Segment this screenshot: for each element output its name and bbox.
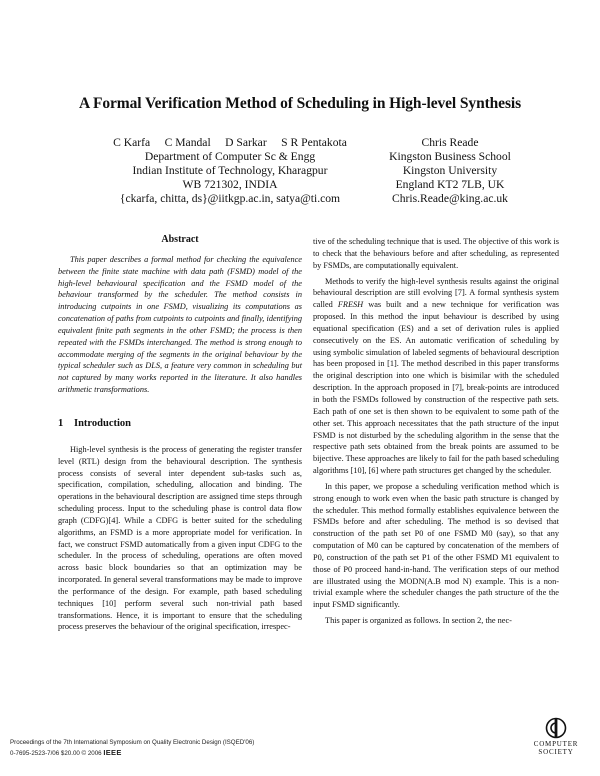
right-paragraph-methods xyxy=(313,276,559,477)
section-title: Introduction xyxy=(74,417,131,429)
author-names-left: C Karfa C Mandal D Sarkar S R Pentakota xyxy=(113,136,347,149)
abstract-text: This paper describes a formal method for checking the equivalence between the finite state machine with data path (FSMD) model of the high-level behavioural specification and the FSMD model of the behaviour transformed by the scheduler. The method consists in introducing cutpoints in one FSMD, visualizing its computations as concatenation of paths from cutpoints to cutpoints and finally, identifying equivalent finite path segments in the other FSMD; the process is then repeated with the FSMDs interchanged. The method is strong enough to accommodate merging of the segments in the original behaviour by the typical scheduler such as DLS, a feature very common in scheduling but not captured by many works reported in the literature. It also handles arithmetic transformations. xyxy=(58,254,302,395)
right-paragraph-proposal: In this paper, we propose a scheduling verification method which is strong enough to work even when the basic path structure is changed by the scheduler. This method formally establishes equivalence between the FSMDs before and after scheduling. The method is so devised that construction of the path set P0 of one FSMD M0 (say), so that any computation of M0 can be captured by concatenation of the members of P0, construction of the path set P1 of the other FSMD M1 equivalent to those of P0 proceed hand-in-hand. The verification steps of our method are illustrated using the MODN(A.B mod N) example. This is a non-trivial example where the scheduler changes the path structure of the the input FSMD significantly. xyxy=(313,481,559,610)
affiliation-left xyxy=(90,136,370,206)
computer-society-icon xyxy=(545,716,567,740)
email-right: Chris.Reade@king.ac.uk xyxy=(392,192,508,205)
section-heading-introduction xyxy=(58,418,302,430)
footer-isbn: 0-7695-2523-7/06 $20.00 © 2006 xyxy=(10,750,102,757)
right-paragraph-continued: tive of the scheduling technique that is used. The objective of this work is to check that the behaviours before and after scheduling, as represented by FSMDs, are computationally equivalent. xyxy=(313,237,559,270)
fresh-term: FRESH xyxy=(337,300,364,310)
address-right: England KT2 7LB, UK xyxy=(395,178,505,191)
abstract-heading: Abstract xyxy=(161,234,199,245)
author-block xyxy=(0,136,600,206)
methods-text-a: Methods to verify the high-level synthesis results against the original behavioural description are still evolving [7]. A formal synthesis system called xyxy=(313,276,559,310)
department: Department of Computer Sc & Engg xyxy=(144,150,316,163)
institute: Indian Institute of Technology, Kharagpur xyxy=(132,164,328,177)
affiliation-right xyxy=(355,136,545,206)
intro-paragraph: High-level synthesis is the process of generating the register transfer level (RTL) design from the behavioural description. The synthesis process consists of several inter dependent sub-tasks such as, specification, compilation, scheduling, allocation and binding. The operations in the behavioural description are assigned time steps through scheduling process. Input to the scheduling phase is control data flow graph (CDFG)[4]. While a CDFG is better suited for the scheduling algorithms, an FSMD is a more appropriate model for verification. In fact, we construct FSMD automatically from a given input CDFG to the scheduler. In the process of scheduling, operations are often moved across basic block boundaries so that an optimization may be incorporated. In general several transformations may be made to improve the performance of the design. For example, path based scheduling techniques [10] perform several such non-trivial path based transformations. Hence, it is important to ensure that the scheduling process preserves the behaviour of the original specification, irrespec- xyxy=(58,444,302,632)
left-column xyxy=(58,226,302,633)
school: Kingston Business School xyxy=(389,150,511,163)
footer-isbn-line xyxy=(10,748,254,759)
ieee-label: IEEE xyxy=(103,748,122,757)
email-left: {ckarfa, chitta, ds}@iitkgp.ac.in, satya@ti.com xyxy=(119,192,341,205)
logo-line1: COMPUTER xyxy=(533,740,579,748)
methods-text-b: was built and a new technique for verification was proposed. In this method the input behaviour is described by using equational specification (ES) and a set of derivation rules is applied consecutively on the ES. An automatic verification of scheduling by using symbolic simulation of labeled segments of behavioural description has been proposed in [1]. The method described in this paper transforms the original description into one which is bisimilar with the scheduled description. In the approach proposed in [7], break-points are introduced in both the FSMDs followed by construction of the respective path sets. Each path of one set is then shown to be equivalent to some path of the other set. This approach necessitates that the path structure of the input FSMD is not disturbed by the scheduling algorithm in the sense that the respective path sets obtained from the break points are assumed to be bijective. These approaches are likely to fail for the path based scheduling algorithms [10], [6] where path structures get changed by the scheduler. xyxy=(313,300,559,476)
footer-proceedings: Proceedings of the 7th International Symposium on Quality Electronic Design (ISQED'06) xyxy=(10,739,255,746)
right-column xyxy=(313,236,559,627)
author-name-right: Chris Reade xyxy=(421,136,479,149)
paper-title: A Formal Verification Method of Scheduling in High-level Synthesis xyxy=(78,95,522,112)
address-left: WB 721302, INDIA xyxy=(182,178,278,191)
right-paragraph-organization: This paper is organized as follows. In section 2, the nec- xyxy=(325,616,512,626)
computer-society-logo xyxy=(526,716,586,768)
page-footer xyxy=(10,738,254,759)
logo-line2: SOCIETY xyxy=(538,748,574,756)
university: Kingston University xyxy=(402,164,498,177)
section-number: 1 xyxy=(58,417,64,429)
